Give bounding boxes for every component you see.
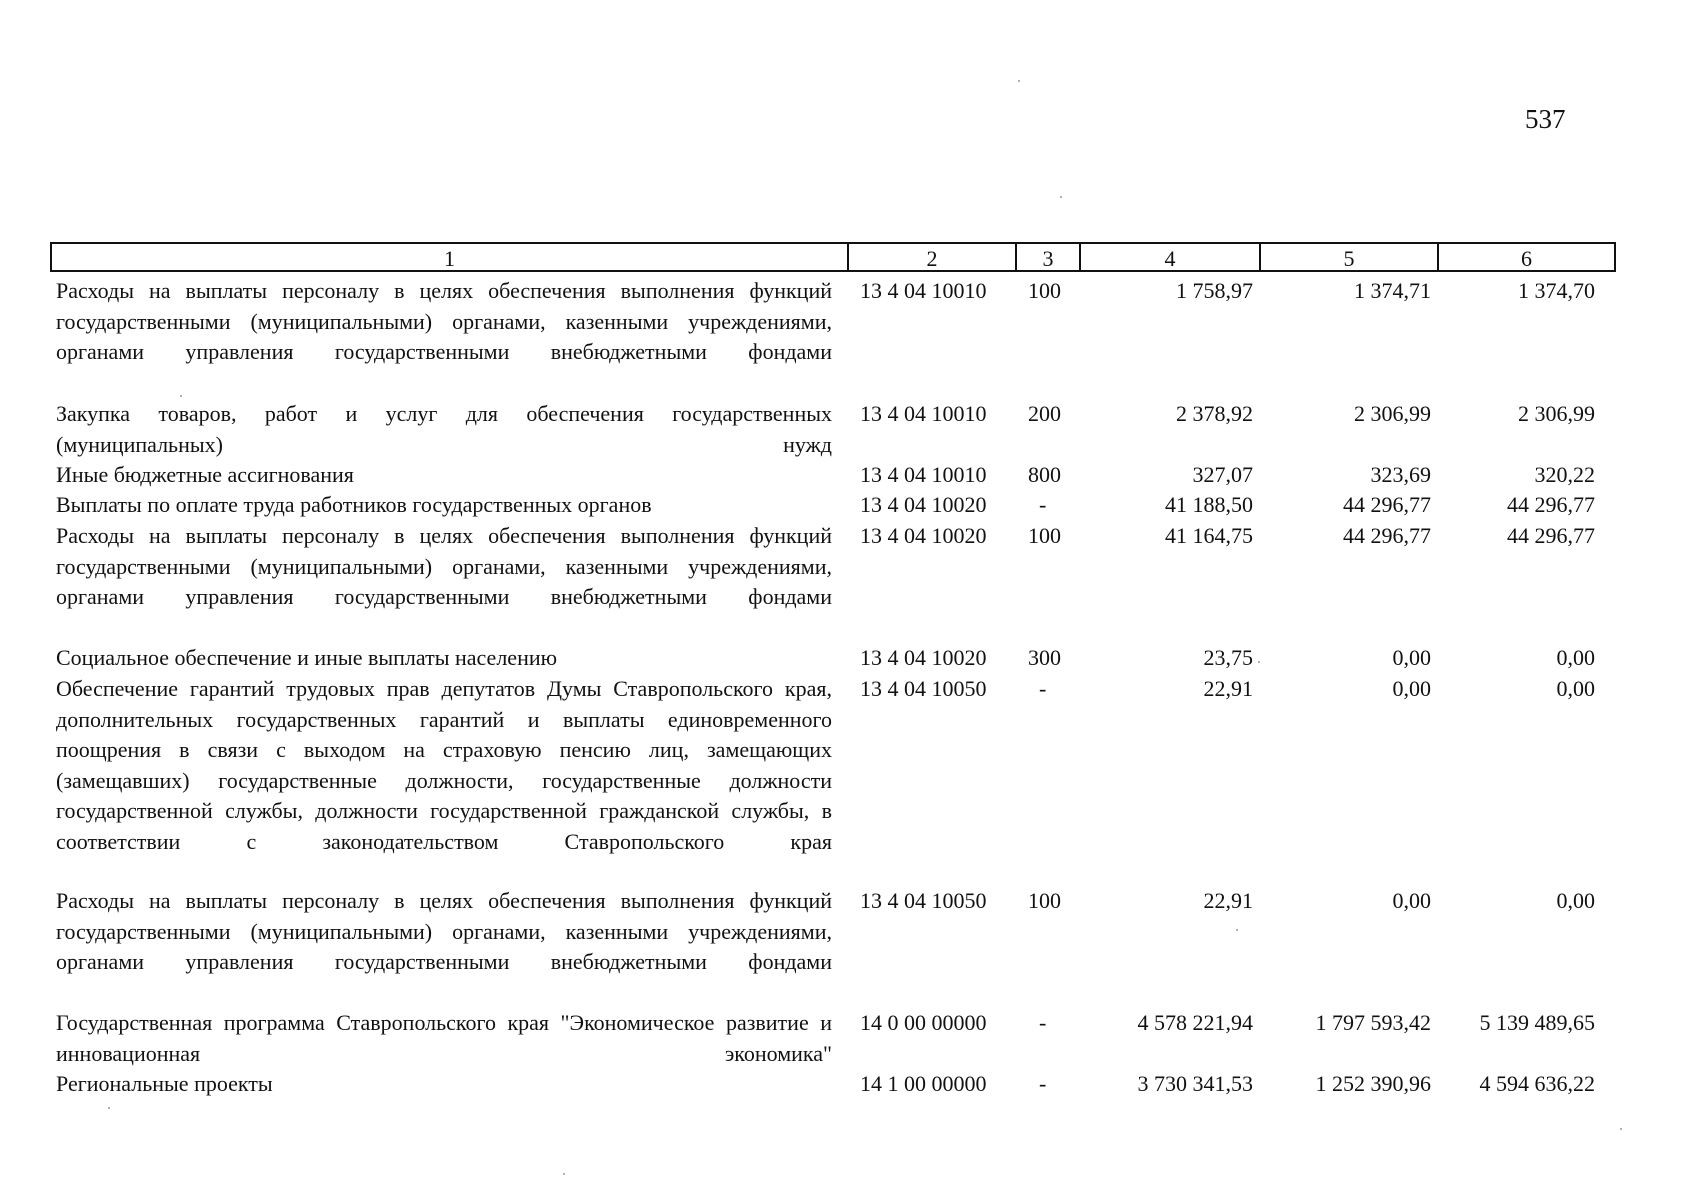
row-value-col4: 4 578 221,94 [1137, 1010, 1253, 1035]
row-description: Расходы на выплаты персоналу в целях обеспечения выполнения функций государственными (муниципальными) органами, казенными учреждениями, органами управления государственными внебюджетными фондами [56, 888, 832, 975]
row-value-col5: 0,00 [1392, 645, 1431, 670]
row-value-col6: 5 139 489,65 [1479, 1010, 1595, 1035]
row-expense-type: - [1039, 492, 1047, 517]
scan-speck [180, 395, 182, 397]
scan-speck [1060, 196, 1062, 198]
header-col-2: 2 [847, 244, 1015, 270]
row-description: Закупка товаров, работ и услуг для обеспечения государственных (муниципальных) нужд [56, 401, 832, 457]
row-value-col6: 2 306,99 [1518, 401, 1595, 426]
row-code: 14 0 00 00000 [860, 1010, 987, 1035]
row-value-col6: 44 296,77 [1507, 523, 1595, 548]
row-description: Социальное обеспечение и иные выплаты населению [56, 645, 558, 670]
row-description: Расходы на выплаты персоналу в целях обеспечения выполнения функций государственными (муниципальными) органами, казенными учреждениями, органами управления государственными внебюджетными фондами [56, 523, 832, 610]
row-value-col6: 0,00 [1556, 888, 1595, 913]
scan-speck [108, 1107, 110, 1109]
row-value-col5: 1 374,71 [1354, 278, 1431, 303]
row-value-col4: 1 758,97 [1176, 278, 1253, 303]
row-value-col6: 0,00 [1556, 645, 1595, 670]
row-expense-type: - [1039, 676, 1047, 701]
row-expense-type: - [1039, 1071, 1047, 1096]
header-col-5: 5 [1259, 244, 1437, 270]
row-value-col6: 1 374,70 [1518, 278, 1595, 303]
row-expense-type: - [1039, 1010, 1047, 1035]
row-code: 13 4 04 10050 [860, 676, 987, 701]
row-code: 13 4 04 10020 [860, 492, 987, 517]
row-value-col5: 44 296,77 [1343, 523, 1431, 548]
row-value-col6: 320,22 [1534, 462, 1595, 487]
row-value-col5: 1 252 390,96 [1315, 1071, 1431, 1096]
row-description: Выплаты по оплате труда работников государственных органов [56, 492, 652, 517]
row-expense-type: 300 [1028, 645, 1061, 670]
row-expense-type: 100 [1028, 523, 1061, 548]
row-value-col5: 2 306,99 [1354, 401, 1431, 426]
row-value-col4: 2 378,92 [1176, 401, 1253, 426]
row-value-col4: 22,91 [1203, 676, 1253, 701]
row-value-col4: 327,07 [1192, 462, 1253, 487]
row-value-col6: 44 296,77 [1507, 492, 1595, 517]
table-header-row [50, 242, 1616, 272]
row-code: 13 4 04 10010 [860, 462, 987, 487]
row-description: Обеспечение гарантий трудовых прав депутатов Думы Ставропольского края, дополнительных государственных гарантий и выплаты единовременного поощрения в связи с выходом на страховую пенсию лиц, замещающих (замещавших) государственные должности, государственные должности государственной службы, должности государственной гражданской службы, в соответствии с законодательством Ставропольского края [56, 676, 832, 854]
row-description: Государственная программа Ставропольского края "Экономическое развитие и инновационная экономика" [56, 1010, 832, 1066]
row-code: 13 4 04 10010 [860, 278, 987, 303]
row-value-col4: 22,91 [1203, 888, 1253, 913]
scan-speck [1236, 929, 1238, 931]
row-value-col5: 323,69 [1370, 462, 1431, 487]
row-expense-type: 800 [1028, 462, 1061, 487]
header-col-1: 1 [444, 246, 455, 271]
scan-speck [1258, 661, 1260, 663]
header-col-6: 6 [1437, 244, 1614, 270]
row-value-col4: 41 188,50 [1165, 492, 1253, 517]
row-description: Региональные проекты [56, 1071, 273, 1096]
row-expense-type: 200 [1028, 401, 1061, 426]
row-value-col6: 4 594 636,22 [1479, 1071, 1595, 1096]
row-code: 13 4 04 10050 [860, 888, 987, 913]
scan-speck [1018, 80, 1020, 82]
row-code: 13 4 04 10020 [860, 645, 987, 670]
row-value-col4: 23,75 [1203, 645, 1253, 670]
header-col-4: 4 [1079, 244, 1259, 270]
row-expense-type: 100 [1028, 278, 1061, 303]
scan-speck [1620, 1128, 1622, 1130]
row-description: Расходы на выплаты персоналу в целях обеспечения выполнения функций государственными (муниципальными) органами, казенными учреждениями, органами управления государственными внебюджетными фондами [56, 278, 832, 365]
row-expense-type: 100 [1028, 888, 1061, 913]
page-number: 537 [1525, 104, 1566, 134]
row-code: 14 1 00 00000 [860, 1071, 987, 1096]
row-value-col4: 3 730 341,53 [1137, 1071, 1253, 1096]
header-col-3: 3 [1015, 244, 1079, 270]
row-value-col4: 41 164,75 [1165, 523, 1253, 548]
row-description: Иные бюджетные ассигнования [56, 462, 354, 487]
row-code: 13 4 04 10020 [860, 523, 987, 548]
row-value-col5: 0,00 [1392, 676, 1431, 701]
row-value-col5: 0,00 [1392, 888, 1431, 913]
row-value-col5: 1 797 593,42 [1315, 1010, 1431, 1035]
scan-speck [563, 1173, 565, 1175]
row-value-col6: 0,00 [1556, 676, 1595, 701]
row-value-col5: 44 296,77 [1343, 492, 1431, 517]
row-code: 13 4 04 10010 [860, 401, 987, 426]
